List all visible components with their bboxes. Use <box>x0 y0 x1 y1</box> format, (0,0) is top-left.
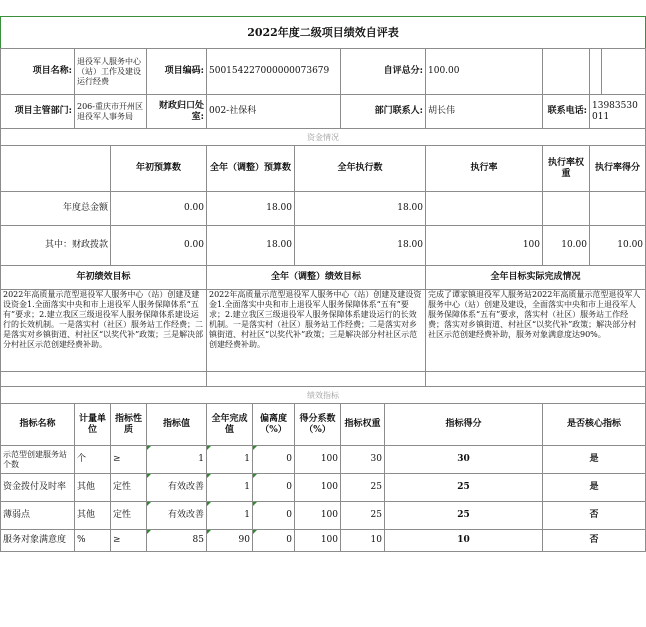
funds-row-total <box>1 192 646 226</box>
funds-score <box>590 192 646 226</box>
funds-weight: 10.00 <box>543 226 590 266</box>
ind-coef: 100 <box>295 446 341 474</box>
ind-unit: 个 <box>75 446 111 474</box>
goals-header-adjusted: 全年（调整）绩效目标 <box>207 266 426 290</box>
project-code-value: 500154227000000073679 <box>207 49 341 95</box>
ind-deviation: 0 <box>253 530 295 552</box>
ind-name: 服务对象满意度 <box>1 530 75 552</box>
ind-name: 示范型创建服务站个数 <box>1 446 75 474</box>
table-row <box>1 502 646 530</box>
ind-value: 1 <box>147 446 207 474</box>
funds-adjusted: 18.00 <box>207 226 295 266</box>
ind-header-unit: 计量单位 <box>75 404 111 446</box>
self-evaluation-sheet <box>0 16 644 552</box>
ind-coef: 100 <box>295 530 341 552</box>
ind-header-coef: 得分系数（%） <box>295 404 341 446</box>
ind-deviation: 0 <box>253 502 295 530</box>
ind-value: 有效改善 <box>147 474 207 502</box>
funds-row-label: 其中：财政拨款 <box>1 226 111 266</box>
funds-header-score: 执行率得分 <box>590 146 646 192</box>
funds-executed: 18.00 <box>295 226 426 266</box>
ind-unit: 其他 <box>75 502 111 530</box>
funds-weight <box>543 192 590 226</box>
ind-header-nature: 指标性质 <box>111 404 147 446</box>
ind-done: 1 <box>207 502 253 530</box>
ind-header-core: 是否核心指标 <box>543 404 646 446</box>
ind-coef: 100 <box>295 502 341 530</box>
ind-core: 是 <box>543 474 646 502</box>
contact-value: 胡长伟 <box>426 95 543 129</box>
project-code-label: 项目编码: <box>147 49 207 95</box>
ind-score: 25 <box>385 474 543 502</box>
goals-header-actual: 全年目标实际完成情况 <box>426 266 646 290</box>
score-label: 自评总分: <box>341 49 426 95</box>
ind-header-name: 指标名称 <box>1 404 75 446</box>
ind-unit: 其他 <box>75 474 111 502</box>
funds-rate <box>426 192 543 226</box>
ind-score: 25 <box>385 502 543 530</box>
funds-rate: 100 <box>426 226 543 266</box>
blank-cell <box>1 146 111 192</box>
ind-done: 1 <box>207 446 253 474</box>
finance-value: 002-社保科 <box>207 95 341 129</box>
phone-value: 13983530011 <box>590 95 646 129</box>
ind-done: 90 <box>207 530 253 552</box>
goals-header-initial: 年初绩效目标 <box>1 266 207 290</box>
ind-coef: 100 <box>295 474 341 502</box>
ind-score: 30 <box>385 446 543 474</box>
indicators-section-title: 绩效指标 <box>1 387 646 404</box>
blank-cell <box>590 49 602 95</box>
ind-deviation: 0 <box>253 474 295 502</box>
ind-core: 否 <box>543 502 646 530</box>
ind-unit: % <box>75 530 111 552</box>
funds-executed: 18.00 <box>295 192 426 226</box>
evaluation-table <box>0 16 646 552</box>
ind-weight: 25 <box>341 474 385 502</box>
table-row <box>1 446 646 474</box>
ind-name: 薄弱点 <box>1 502 75 530</box>
ind-weight: 30 <box>341 446 385 474</box>
project-name-value: 退役军人服务中心（站）工作及建设运行经费 <box>75 49 147 95</box>
ind-deviation: 0 <box>253 446 295 474</box>
ind-header-deviation: 偏离度（%） <box>253 404 295 446</box>
funds-header-rate: 执行率 <box>426 146 543 192</box>
ind-nature: 定性 <box>111 502 147 530</box>
project-name-label: 项目名称: <box>1 49 75 95</box>
ind-value: 有效改善 <box>147 502 207 530</box>
funds-row-finance <box>1 226 646 266</box>
ind-nature: ≥ <box>111 446 147 474</box>
funds-header-weight: 执行率权重 <box>543 146 590 192</box>
ind-weight: 25 <box>341 502 385 530</box>
goals-initial-text: 2022年高质量示范型退役军人服务中心（站）创建及建设资金1.全面落实中央和市上退役军人服务保障体系“五有”要求；2.建立我区三级退役军人服务保障体系建设运行的长效机制。一是落实村（社区）服务站工作经费；二是落实对乡镇街道、村社区“以奖代补”政策；三是解决部分村社区示范创建经费补助。 <box>1 290 207 372</box>
finance-label: 财政归口处室: <box>147 95 207 129</box>
blank-cell <box>602 49 646 95</box>
goals-adjusted-text: 2022年高质量示范型退役军人服务中心（站）创建及建设资金1.全面落实中央和市上退役军人服务保障体系“五有”要求；2.建立我区三级退役军人服务保障体系建设运行的长效机制。一是落实村（社区）服务站工作经费；二是落实对乡镇街道、村社区“以奖代补”政策；三是解决部分村社区示范创建经费补助。 <box>207 290 426 372</box>
ind-header-weight: 指标权重 <box>341 404 385 446</box>
ind-core: 否 <box>543 530 646 552</box>
funds-budget: 0.00 <box>111 192 207 226</box>
contact-label: 部门联系人: <box>341 95 426 129</box>
funds-adjusted: 18.00 <box>207 192 295 226</box>
ind-header-score: 指标得分 <box>385 404 543 446</box>
funds-header-executed: 全年执行数 <box>295 146 426 192</box>
funds-header-budget: 年初预算数 <box>111 146 207 192</box>
phone-label: 联系电话: <box>543 95 590 129</box>
dept-label: 项目主管部门: <box>1 95 75 129</box>
blank-cell <box>543 49 590 95</box>
dept-value: 206-重庆市开州区退役军人事务局 <box>75 95 147 129</box>
ind-score: 10 <box>385 530 543 552</box>
ind-name: 资金拨付及时率 <box>1 474 75 502</box>
table-row <box>1 474 646 502</box>
ind-weight: 10 <box>341 530 385 552</box>
funds-row-label: 年度总金额 <box>1 192 111 226</box>
page-title: 2022年度二级项目绩效自评表 <box>1 17 646 49</box>
ind-nature: 定性 <box>111 474 147 502</box>
ind-done: 1 <box>207 474 253 502</box>
table-row <box>1 530 646 552</box>
score-value: 100.00 <box>426 49 543 95</box>
ind-nature: ≥ <box>111 530 147 552</box>
ind-value: 85 <box>147 530 207 552</box>
goals-actual-text: 完成了谭家镇退役军人服务站2022年高质量示范型退役军人服务中心（站）创建及建设，全面落实中央和市上退役军人服务保障体系“五有”要求，落实村（社区）服务站工作经费；落实对乡镇街道、村社区“以奖代补”政策；解决部分村社区示范创建经费补助，服务对象满意度达90%。 <box>426 290 646 372</box>
funds-score: 10.00 <box>590 226 646 266</box>
ind-header-done: 全年完成值 <box>207 404 253 446</box>
empty-row <box>1 372 646 387</box>
ind-core: 是 <box>543 446 646 474</box>
funds-budget: 0.00 <box>111 226 207 266</box>
funds-header-adjusted: 全年（调整）预算数 <box>207 146 295 192</box>
funds-section-title: 资金情况 <box>1 129 646 146</box>
ind-header-value: 指标值 <box>147 404 207 446</box>
